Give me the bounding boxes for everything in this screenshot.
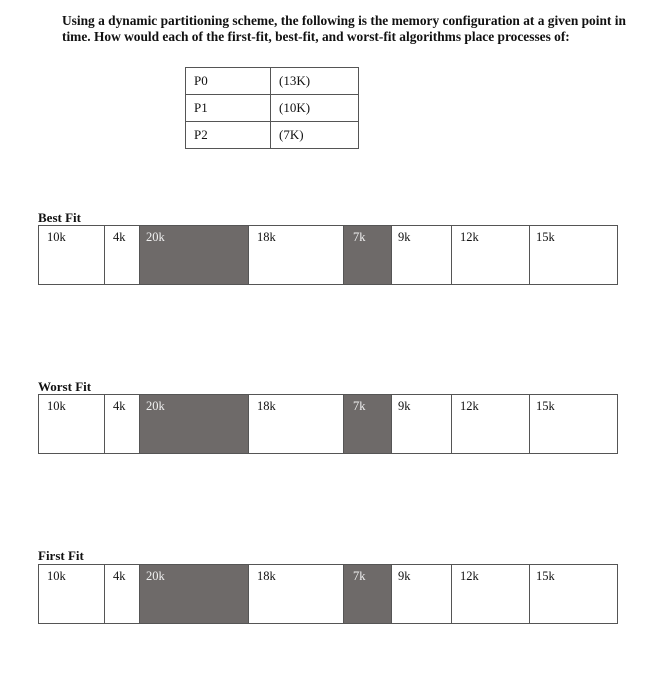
process-name: P0: [186, 68, 271, 95]
table-row: [186, 122, 359, 149]
block-size-label: 4k: [113, 569, 126, 583]
worst-fit-memory-strip: [38, 394, 618, 454]
block-size-label: 9k: [398, 399, 411, 413]
memory-block: [452, 395, 530, 453]
memory-block-allocated: [140, 395, 249, 453]
process-table: [185, 67, 359, 149]
memory-block: [39, 565, 105, 623]
first-fit-memory-strip: [38, 564, 618, 624]
process-size: (10K): [271, 95, 359, 122]
block-size-label: 20k: [146, 230, 165, 244]
block-size-label: 10k: [47, 399, 66, 413]
block-size-label: 4k: [113, 230, 126, 244]
block-size-label: 10k: [47, 230, 66, 244]
question-text: Using a dynamic partitioning scheme, the following is the memory configuration at a given point in time. How would each of the first-fit, best-fit, and worst-fit algorithms place processes of:: [62, 13, 626, 44]
memory-block: [249, 226, 344, 284]
block-size-label: 12k: [460, 230, 479, 244]
memory-block: [452, 565, 530, 623]
block-size-label: 20k: [146, 569, 165, 583]
block-size-label: 4k: [113, 399, 126, 413]
block-size-label: 10k: [47, 569, 66, 583]
memory-block: [530, 395, 619, 453]
table-row: [186, 95, 359, 122]
block-size-label: 9k: [398, 230, 411, 244]
block-size-label: 15k: [536, 230, 555, 244]
memory-block-allocated: [344, 226, 392, 284]
best-fit-memory-strip: [38, 225, 618, 285]
block-size-label: 18k: [257, 230, 276, 244]
memory-block-allocated: [140, 226, 249, 284]
block-size-label: 20k: [146, 399, 165, 413]
memory-block: [392, 226, 452, 284]
memory-block: [105, 395, 140, 453]
memory-block-allocated: [344, 395, 392, 453]
block-size-label: 15k: [536, 399, 555, 413]
memory-block: [452, 226, 530, 284]
memory-block-allocated: [344, 565, 392, 623]
memory-block: [392, 565, 452, 623]
block-size-label: 7k: [353, 399, 366, 413]
memory-block: [530, 565, 619, 623]
process-name: P1: [186, 95, 271, 122]
block-size-label: 15k: [536, 569, 555, 583]
block-size-label: 9k: [398, 569, 411, 583]
process-size: (7K): [271, 122, 359, 149]
block-size-label: 12k: [460, 569, 479, 583]
table-row: [186, 68, 359, 95]
worst-fit-label: Worst Fit: [38, 379, 92, 394]
block-size-label: 7k: [353, 569, 366, 583]
memory-block: [530, 226, 619, 284]
memory-block: [249, 395, 344, 453]
block-size-label: 7k: [353, 230, 366, 244]
memory-block-allocated: [140, 565, 249, 623]
block-size-label: 18k: [257, 399, 276, 413]
process-size: (13K): [271, 68, 359, 95]
best-fit-label: Best Fit: [38, 210, 81, 225]
memory-block: [105, 226, 140, 284]
first-fit-label: First Fit: [38, 548, 84, 563]
memory-block: [39, 395, 105, 453]
memory-block: [105, 565, 140, 623]
memory-block: [392, 395, 452, 453]
block-size-label: 18k: [257, 569, 276, 583]
memory-block: [39, 226, 105, 284]
process-name: P2: [186, 122, 271, 149]
block-size-label: 12k: [460, 399, 479, 413]
memory-block: [249, 565, 344, 623]
